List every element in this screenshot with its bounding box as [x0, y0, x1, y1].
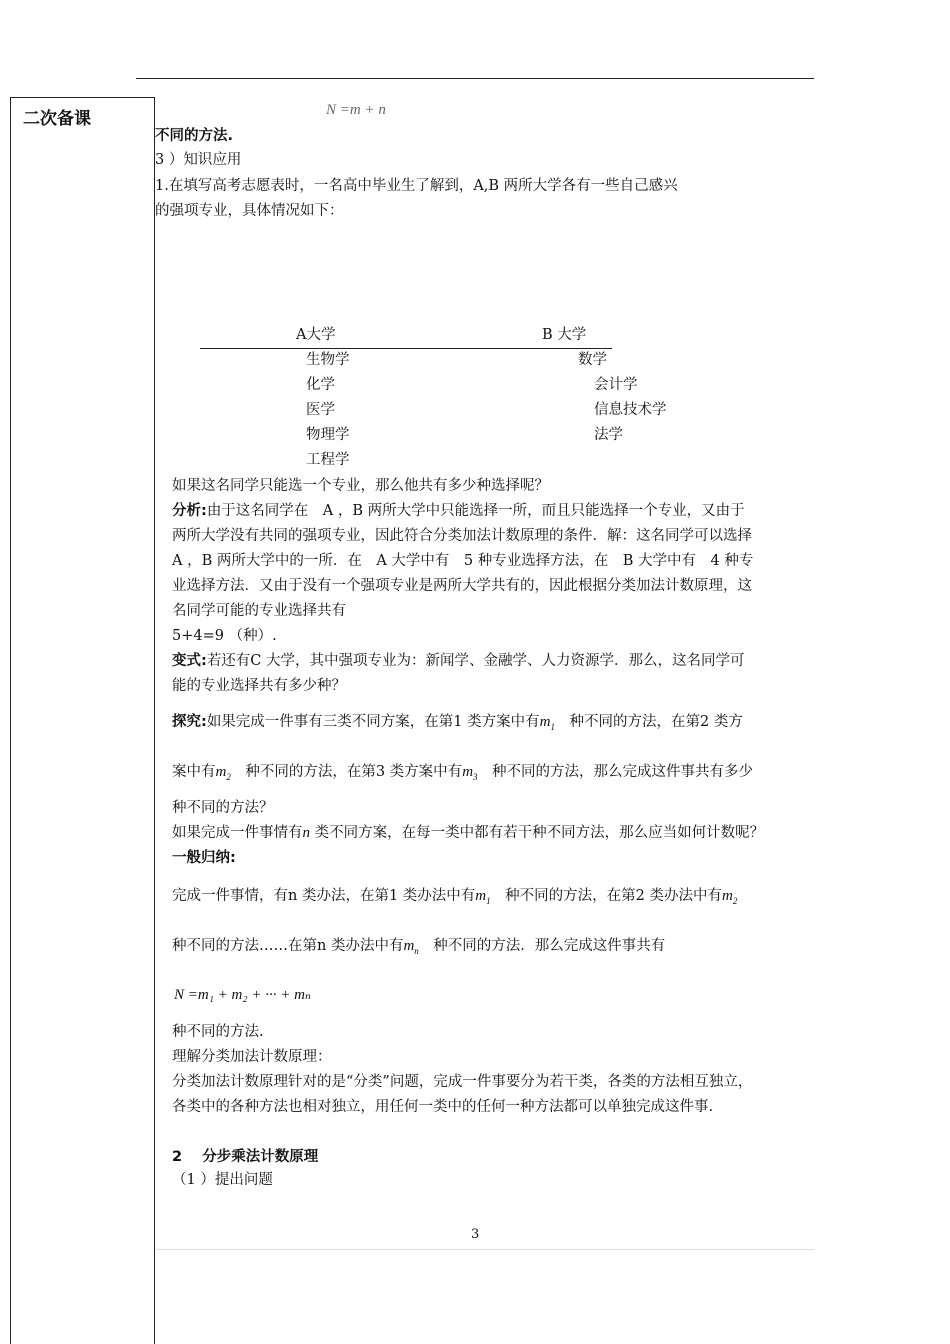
problem1-line2: 的强项专业，具体情况如下： — [155, 203, 344, 219]
variant-label: 变式: — [172, 653, 207, 669]
math-m2-general: $m_2$ — [721, 888, 738, 906]
explore-line4-b: 类不同方案，在每一类中都有若干种不同方法，那么应当如何计数呢？ — [314, 825, 765, 841]
section2-number: 2 — [172, 1149, 183, 1165]
explore-line3: 种不同的方法？ — [172, 800, 274, 816]
math-mn: $m_n$ — [403, 938, 419, 956]
analysis-line5: 名同学可能的专业选择共有 — [172, 603, 346, 619]
major-a-1: 生物学 — [306, 352, 350, 368]
major-a-3: 医学 — [306, 402, 335, 418]
section-3-title: 3 ）知识应用 — [155, 152, 242, 168]
explore-line2-c: 种不同的方法，那么完成这件事共有多少 — [492, 764, 754, 780]
question: 如果这名同学只能选一个专业，那么他共有多少种选择呢？ — [172, 478, 549, 494]
general-line3: 种不同的方法. — [172, 1024, 264, 1040]
analysis-line4: 业选择方法．又由于没有一个强项专业是两所大学共有的，因此根据分类加法计数原理，这 — [172, 578, 752, 594]
explore-line2-a: 案中有 — [172, 764, 216, 780]
general-label: 一般归纳: — [172, 850, 236, 866]
table-rule — [200, 348, 612, 349]
table-header-b: B 大学 — [542, 327, 587, 343]
analysis-line6: 5+4=9 （种）. — [172, 628, 277, 644]
sidebar-box — [10, 97, 155, 1344]
major-b-4: 法学 — [594, 427, 623, 443]
explore-line1-a: 如果完成一件事有三类不同方案，在第1 类方案中有 — [206, 714, 540, 730]
understand-title: 理解分类加法计数原理： — [172, 1049, 332, 1065]
math-m1: $m_1$ — [539, 714, 555, 732]
analysis-line2: 两所大学没有共同的强项专业，因此符合分类加法计数原理的条件．解：这名同学可以选择 — [172, 528, 752, 544]
general-line1-a: 完成一件事情，有n 类办法，在第1 类办法中有 — [172, 888, 476, 904]
general-formula: N =m₁ + m₂ + ··· + mₙ — [174, 987, 311, 1003]
major-a-2: 化学 — [306, 377, 335, 393]
page-number: 3 — [471, 1227, 480, 1242]
variant-line2: 能的专业选择共有多少种？ — [172, 678, 346, 694]
variant-line1: 若还有C 大学，其中强项专业为：新闻学、金融学、人力资源学．那么，这名同学可 — [206, 653, 745, 669]
math-m3: $m_3$ — [462, 764, 478, 782]
analysis-line3: A ，B 两所大学中的一所．在 A 大学中有 5 种专业选择方法，在 B 大学中有 4 种专 — [172, 553, 754, 569]
major-a-5: 工程学 — [306, 452, 350, 468]
analysis-line1: 由于这名同学在 A ，B 两所大学中只能选择一所，而且只能选择一个专业，又由于 — [206, 503, 745, 519]
table-header-a: A大学 — [296, 327, 336, 343]
general-line2-a: 种不同的方法……在第n 类办法中有 — [172, 938, 404, 954]
explore-line4-a: 如果完成一件事情有 — [172, 825, 303, 841]
major-b-3: 信息技术学 — [594, 402, 667, 418]
header-rule — [136, 78, 814, 79]
major-b-2: 会计学 — [594, 377, 638, 393]
major-a-4: 物理学 — [306, 427, 350, 443]
math-m1-general: $m_1$ — [475, 888, 491, 906]
problem1-line1: 1.在填写高考志愿表时，一名高中毕业生了解到，A,B 两所大学各有一些自己感兴 — [155, 178, 678, 194]
math-n: n — [302, 825, 310, 841]
section2-title: 分步乘法计数原理 — [202, 1149, 319, 1165]
subsection-1: （1 ）提出问题 — [172, 1172, 273, 1188]
explore-line2-b: 种不同的方法，在第3 类方案中有 — [245, 764, 463, 780]
math-m2: $m_2$ — [215, 764, 231, 782]
sidebar-label: 二次备课 — [23, 109, 91, 129]
explore-label: 探究: — [172, 714, 207, 730]
understand-line1: 分类加法计数原理针对的是“分类”问题，完成一件事要分为若干类，各类的方法相互独立， — [172, 1074, 753, 1090]
general-line2-b: 种不同的方法．那么完成这件事共有 — [433, 938, 666, 954]
formula-top: N =m + n — [326, 102, 386, 118]
analysis-label: 分析: — [172, 503, 207, 519]
general-line1-b: 种不同的方法，在第2 类办法中有 — [505, 888, 722, 904]
understand-line2: 各类中的各种方法也相对独立，用任何一类中的任何一种方法都可以单独完成这件事. — [172, 1099, 714, 1115]
footer-rule — [156, 1249, 814, 1250]
explore-line1-b: 种不同的方法，在第2 类方 — [569, 714, 743, 730]
major-b-1: 数学 — [578, 352, 607, 368]
heading-different-methods: 不同的方法. — [155, 128, 234, 144]
